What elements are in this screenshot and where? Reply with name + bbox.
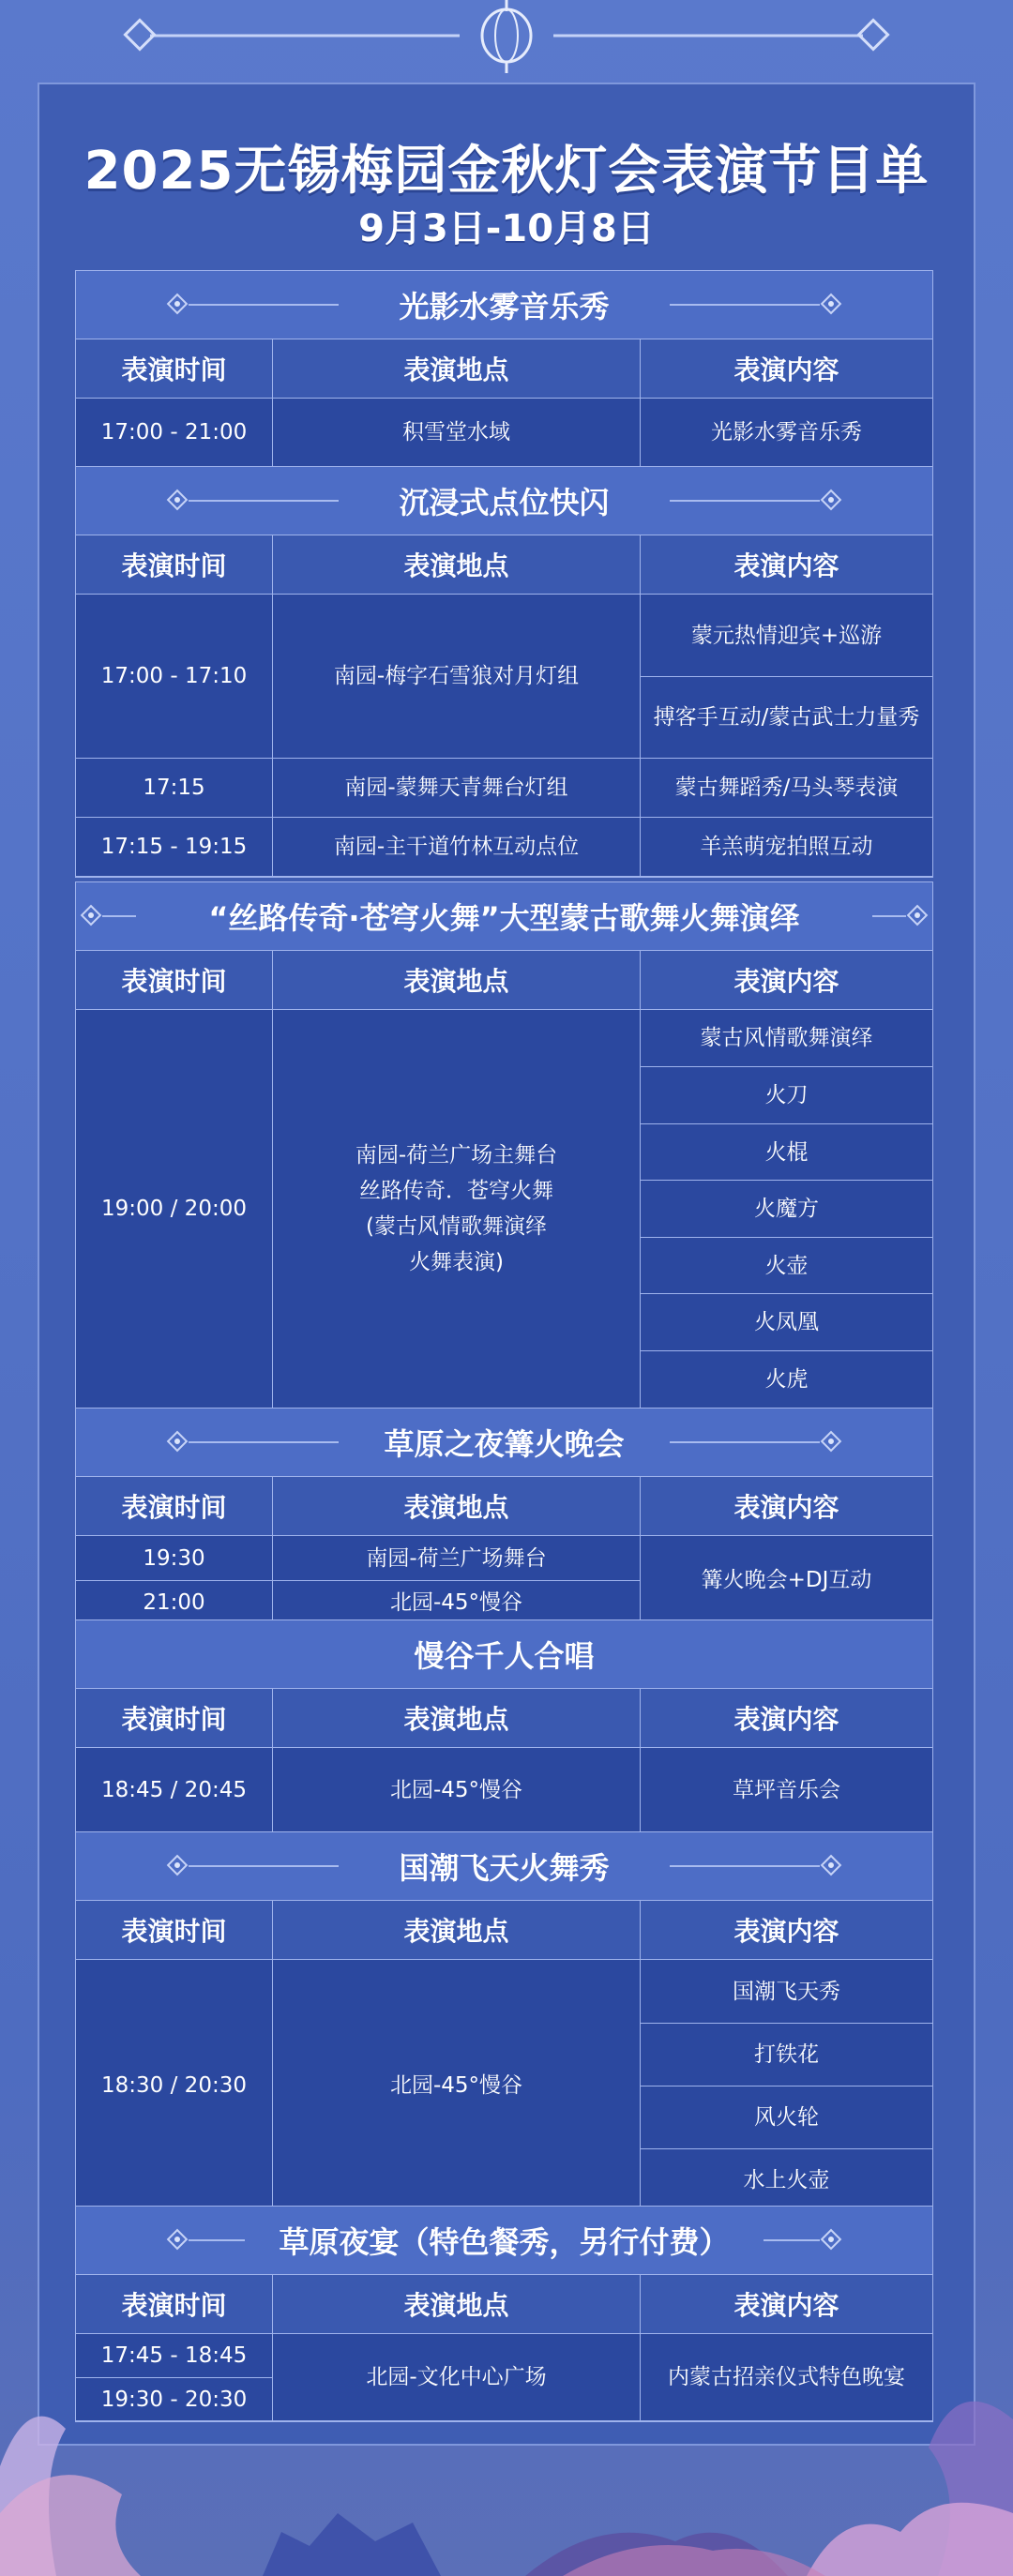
section-title: 沉浸式点位快闪 [399,485,610,520]
place-line: 火舞表演) [409,1250,504,1274]
place-cell: 南园-梅字石雪狼对月灯组 [273,595,641,758]
time-cell: 21:00 [76,1580,272,1624]
content-cell: 篝火晚会+DJ互动 [701,1568,872,1592]
content-cell: 内蒙古招亲仪式特色晚宴 [668,2365,905,2389]
content-cell: 风火轮 [641,2086,932,2148]
header-place: 表演地点 [273,1477,641,1535]
place-cell: 北园-45°慢谷 [273,1580,640,1624]
section-table [75,1619,933,1834]
time-cell: 17:15 [76,759,273,817]
content-cell: 蒙元热情迎宾+巡游 [690,623,883,648]
header-time: 表演时间 [76,1477,273,1535]
table-header [76,951,932,1010]
content-cell: 国潮飞天秀 [733,1979,840,2004]
section-title: 国潮飞天火舞秀 [399,1850,610,1886]
table-row [76,759,932,818]
time-cell: 18:30 / 20:30 [76,1960,273,2211]
section-title-bar [76,882,932,951]
scenery-illustration [0,2232,1013,2576]
time-cell: 19:00 / 20:00 [76,1010,273,1408]
content-cell: 火壶 [641,1237,932,1293]
header-time: 表演时间 [76,2275,273,2333]
header-time: 表演时间 [76,1901,273,1959]
section-title: 慢谷千人合唱 [414,1638,595,1674]
header-place: 表演地点 [273,1901,641,1959]
section-title: “丝路传奇·苍穹火舞”大型蒙古歌舞火舞演绎 [208,900,800,936]
table-header [76,1901,932,1960]
time-cell: 17:00 - 21:00 [76,399,273,466]
top-ornament [0,0,1013,75]
section-table [75,270,933,468]
section-title: 草原夜宴（特色餐秀，另行付费） [279,2224,730,2260]
place-cell: 北园-45°慢谷 [273,1960,641,2211]
content-cell: 羊羔萌宠拍照互动 [700,835,873,859]
header-time: 表演时间 [76,951,273,1009]
table-row [76,1748,932,1833]
table-header [76,339,932,399]
content-cell: 光影水雾音乐秀 [711,420,862,444]
header-content: 表演内容 [733,1704,839,1735]
header-time: 表演时间 [76,339,273,398]
place-line: 丝路传奇．苍穹火舞 [359,1179,553,1203]
content-cell: 火魔方 [641,1180,932,1237]
header-place: 表演地点 [273,2275,641,2333]
section-table [75,881,933,1409]
time-cell: 18:45 / 20:45 [76,1748,273,1832]
content-cell: 打铁花 [641,2023,932,2086]
section-title-bar [76,467,932,535]
content-cell: 火刀 [641,1066,932,1123]
header-place: 表演地点 [273,535,641,594]
header-time: 表演时间 [76,1689,273,1747]
place-cell: 南园-荷兰广场舞台 [366,1545,547,1571]
table-row [76,1010,932,1409]
section-title: 光影水雾音乐秀 [399,289,610,324]
section-title-bar [76,1409,932,1477]
header-place: 表演地点 [273,1689,641,1747]
content-cell: 搏客手互动/蒙古武士力量秀 [641,676,932,758]
header-content: 表演内容 [733,1916,839,1947]
place-cell: 北园-文化中心广场 [273,2334,641,2420]
time-cell: 17:15 - 19:15 [76,818,273,876]
content-cell: 草坪音乐会 [733,1778,840,1802]
section-table [75,466,933,878]
content-cell: 水上火壶 [641,2148,932,2211]
table-row [76,399,932,467]
lantern-icon [482,0,531,73]
content-cell: 蒙古舞蹈秀/马头琴表演 [674,776,899,800]
time-cell: 19:30 - 20:30 [76,2377,272,2420]
section-table [75,1831,933,2213]
time-cell: 17:45 - 18:45 [100,2343,248,2368]
place-line: 南园-荷兰广场主舞台 [355,1143,558,1167]
header-time: 表演时间 [76,535,273,594]
place-cell: 积雪堂水域 [273,399,641,466]
place-cell [273,1010,641,1408]
place-cell: 南园-主干道竹林互动点位 [273,818,641,876]
table-row [76,818,932,877]
content-cell: 火凤凰 [641,1293,932,1350]
table-row [76,595,932,759]
table-header [76,1689,932,1748]
header-content: 表演内容 [733,2290,839,2321]
section-title-bar [76,1832,932,1901]
header-content: 表演内容 [733,354,839,385]
place-line: (蒙古风情歌舞演绎 [366,1214,547,1239]
table-header [76,535,932,595]
table-row [76,1960,932,2212]
content-cell: 火棍 [641,1123,932,1180]
section-table [75,1408,933,1626]
header-place: 表演地点 [273,339,641,398]
header-content: 表演内容 [733,1492,839,1523]
header-content: 表演内容 [733,966,839,997]
content-cell: 火虎 [641,1350,932,1408]
table-row [76,1536,932,1625]
time-cell: 19:30 [143,1545,205,1571]
place-cell: 南园-蒙舞天青舞台灯组 [273,759,641,817]
place-cell: 北园-45°慢谷 [273,1748,641,1832]
page-title: 2025无锡梅园金秋灯会表演节目单 [83,141,930,202]
header-place: 表演地点 [273,951,641,1009]
section-title: 草原之夜篝火晚会 [384,1426,625,1462]
section-title-bar [76,1620,932,1689]
section-title-bar [76,271,932,339]
header-content: 表演内容 [733,550,839,581]
content-cell: 蒙古风情歌舞演绎 [700,1026,873,1050]
date-range: 9月3日-10月8日 [358,207,655,250]
table-header [76,1477,932,1536]
time-cell: 17:00 - 17:10 [76,595,273,758]
